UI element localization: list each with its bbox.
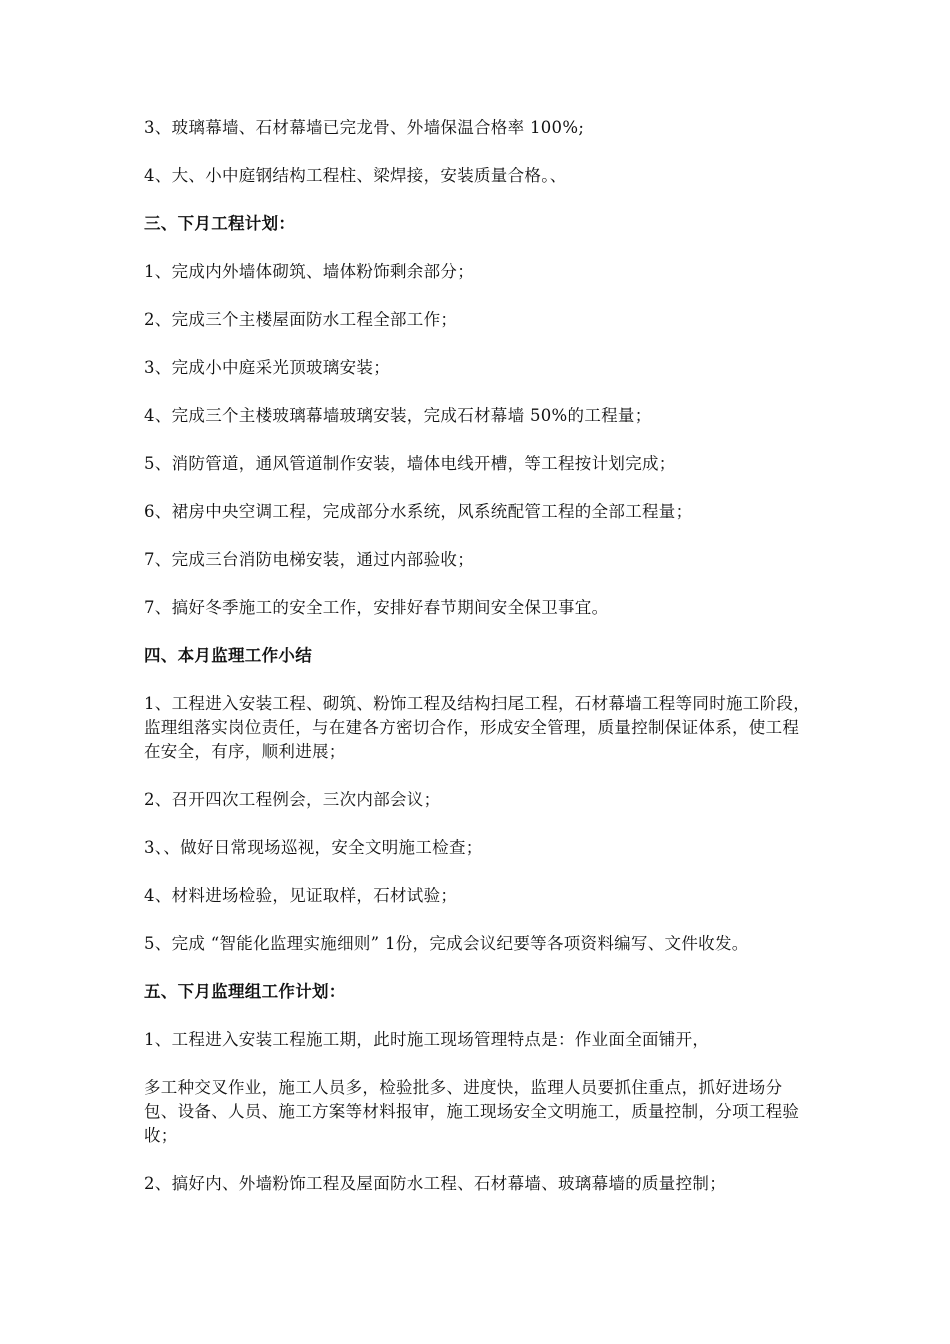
section-heading-supervision-plan: 五、下月监理组工作计划： bbox=[144, 982, 346, 1001]
plan-item-3: 3、完成小中庭采光顶玻璃安装； bbox=[144, 358, 390, 377]
paragraph-progress-4: 4、大、小中庭钢结构工程柱、梁焊接，安装质量合格。、 bbox=[144, 166, 567, 185]
summary-item-1: 1、工程进入安装工程、砌筑、粉饰工程及结构扫尾工程，石材幕墙工程等同时施工阶段，监理组落实岗位责任，与在建各方密切合作，形成安全管理，质量控制保证体系，使工程在安全，有序，顺利进展； bbox=[144, 694, 810, 761]
plan-item-5: 5、消防管道，通风管道制作安装，墙体电线开槽，等工程按计划完成； bbox=[144, 454, 676, 473]
summary-item-3: 3、、做好日常现场巡视，安全文明施工检查； bbox=[144, 838, 483, 857]
summary-item-4: 4、材料进场检验，见证取样，石材试验； bbox=[144, 886, 458, 905]
plan-item-7a: 7、完成三台消防电梯安装，通过内部验收； bbox=[144, 550, 474, 569]
document-body bbox=[144, 116, 814, 1196]
plan-item-2: 2、完成三个主楼屋面防水工程全部工作； bbox=[144, 310, 458, 329]
supervision-plan-item-1-cont: 多工种交叉作业，施工人员多，检验批多、进度快，监理人员要抓住重点，抓好进场分包、设备、人员、施工方案等材料报审，施工现场安全文明施工，质量控制，分项工程验收； bbox=[144, 1078, 800, 1145]
plan-item-1: 1、完成内外墙体砌筑、墙体粉饰剩余部分； bbox=[144, 262, 474, 281]
plan-item-6: 6、裙房中央空调工程，完成部分水系统，风系统配管工程的全部工程量； bbox=[144, 502, 693, 521]
section-heading-next-month-plan: 三、下月工程计划： bbox=[144, 214, 296, 233]
supervision-plan-item-1: 1、工程进入安装工程施工期，此时施工现场管理特点是：作业面全面铺开， bbox=[144, 1030, 710, 1049]
section-heading-monthly-summary: 四、本月监理工作小结 bbox=[144, 646, 312, 665]
supervision-plan-item-2: 2、搞好内、外墙粉饰工程及屋面防水工程、石材幕墙、玻璃幕墙的质量控制； bbox=[144, 1174, 726, 1193]
summary-item-2: 2、召开四次工程例会，三次内部会议； bbox=[144, 790, 441, 809]
summary-item-5: 5、完成 “智能化监理实施细则” 1份，完成会议纪要等各项资料编写、文件收发。 bbox=[144, 934, 749, 953]
plan-item-4: 4、完成三个主楼玻璃幕墙玻璃安装，完成石材幕墙 50%的工程量； bbox=[144, 406, 652, 425]
paragraph-progress-3: 3、玻璃幕墙、石材幕墙已完龙骨、外墙保温合格率 100%; bbox=[144, 118, 585, 137]
plan-item-7b: 7、搞好冬季施工的安全工作，安排好春节期间安全保卫事宜。 bbox=[144, 598, 609, 617]
